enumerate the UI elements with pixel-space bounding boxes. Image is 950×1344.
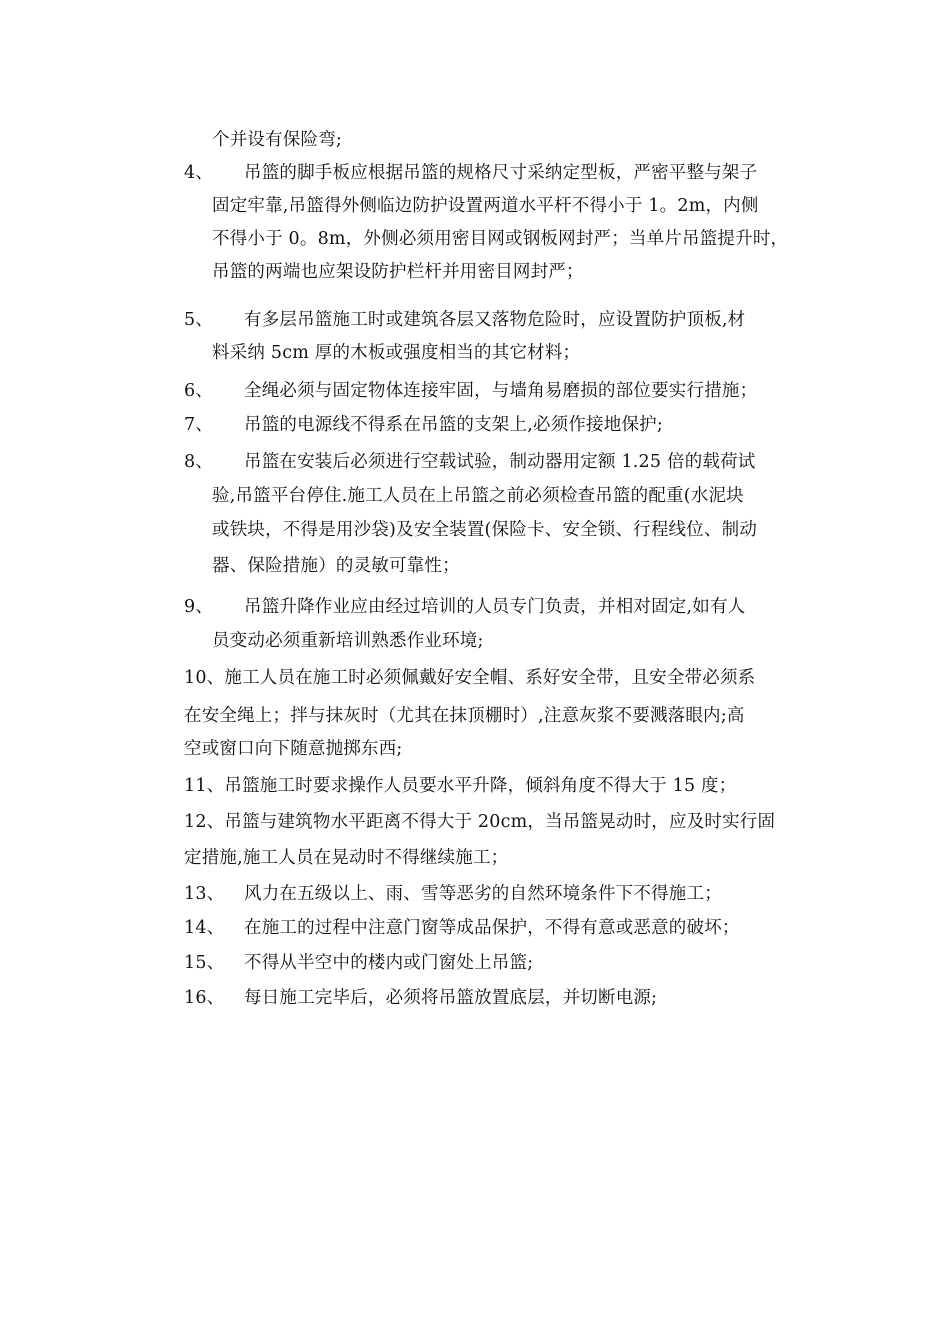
item-number: 14、 (184, 918, 225, 938)
item-number: 6、 (184, 381, 214, 401)
item-number: 4、 (184, 163, 214, 183)
item-number: 16、 (184, 988, 225, 1008)
line-text: 或铁块，不得是用沙袋)及安全装置(保险卡、安全锁、行程线位、制动 (212, 520, 758, 540)
line-text: 不得小于 0。8m，外侧必须用密目网或钢板网封严；当单片吊篮提升时， (212, 229, 789, 249)
item-number: 13、 (184, 884, 225, 904)
line-text: 固定牢靠,吊篮得外侧临边防护设置两道水平杆不得小于 1。2m，内侧 (212, 196, 759, 216)
line-text: 在施工的过程中注意门窗等成品保护，不得有意或恶意的破坏； (244, 918, 740, 938)
item-number: 9、 (184, 597, 214, 617)
line-text: 吊篮的电源线不得系在吊篮的支架上,必须作接地保护; (244, 415, 663, 435)
item-number: 7、 (184, 415, 214, 435)
line-text: 12、吊篮与建筑物水平距离不得大于 20cm，当吊篮晃动时，应及时实行固 (184, 812, 776, 832)
item-number: 8、 (184, 452, 214, 472)
line-text: 全绳必须与固定物体连接牢固，与墙角易磨损的部位要实行措施； (244, 381, 758, 401)
line-text: 风力在五级以上、雨、雪等恶劣的自然环境条件下不得施工； (244, 884, 722, 904)
item-number: 5、 (184, 310, 214, 330)
item-number: 15、 (184, 953, 225, 973)
line-text: 不得从半空中的楼内或门窗处上吊篮; (244, 953, 534, 973)
line-text: 空或窗口向下随意抛掷东西; (184, 739, 403, 759)
line-text: 员变动必须重新培训熟悉作业环境; (212, 631, 484, 651)
line-text: 器、保险措施）的灵敏可靠性； (212, 556, 460, 576)
line-text: 个并设有保险弯; (212, 130, 342, 150)
line-text: 吊篮的脚手板应根据吊篮的规格尺寸采纳定型板，严密平整与架子 (244, 163, 758, 183)
line-text: 验,吊篮平台停住.施工人员在上吊篮之前必须检查吊篮的配重(水泥块 (212, 486, 744, 506)
line-text: 吊篮的两端也应架设防护栏杆并用密目网封严； (212, 262, 584, 282)
line-text: 定措施,施工人员在晃动时不得继续施工； (184, 848, 509, 868)
line-text: 在安全绳上；拌与抹灰时（尤其在抹顶棚时）,注意灰浆不要溅落眼内;高 (184, 706, 745, 726)
line-text: 有多层吊篮施工时或建筑各层又落物危险时，应设置防护顶板,材 (244, 310, 746, 330)
line-text: 11、吊篮施工时要求操作人员要水平升降，倾斜角度不得大于 15 度； (184, 776, 737, 796)
line-text: 吊篮在安装后必须进行空载试验，制动器用定额 1.25 倍的载荷试 (244, 452, 756, 472)
line-text: 料采纳 5cm 厚的木板或强度相当的其它材料； (212, 343, 581, 363)
line-text: 每日施工完毕后，必须将吊篮放置底层，并切断电源; (244, 988, 658, 1008)
line-text: 吊篮升降作业应由经过培训的人员专门负责，并相对固定,如有人 (244, 597, 746, 617)
line-text: 10、施工人员在施工时必须佩戴好安全帽、系好安全带，且安全带必须系 (184, 668, 756, 688)
